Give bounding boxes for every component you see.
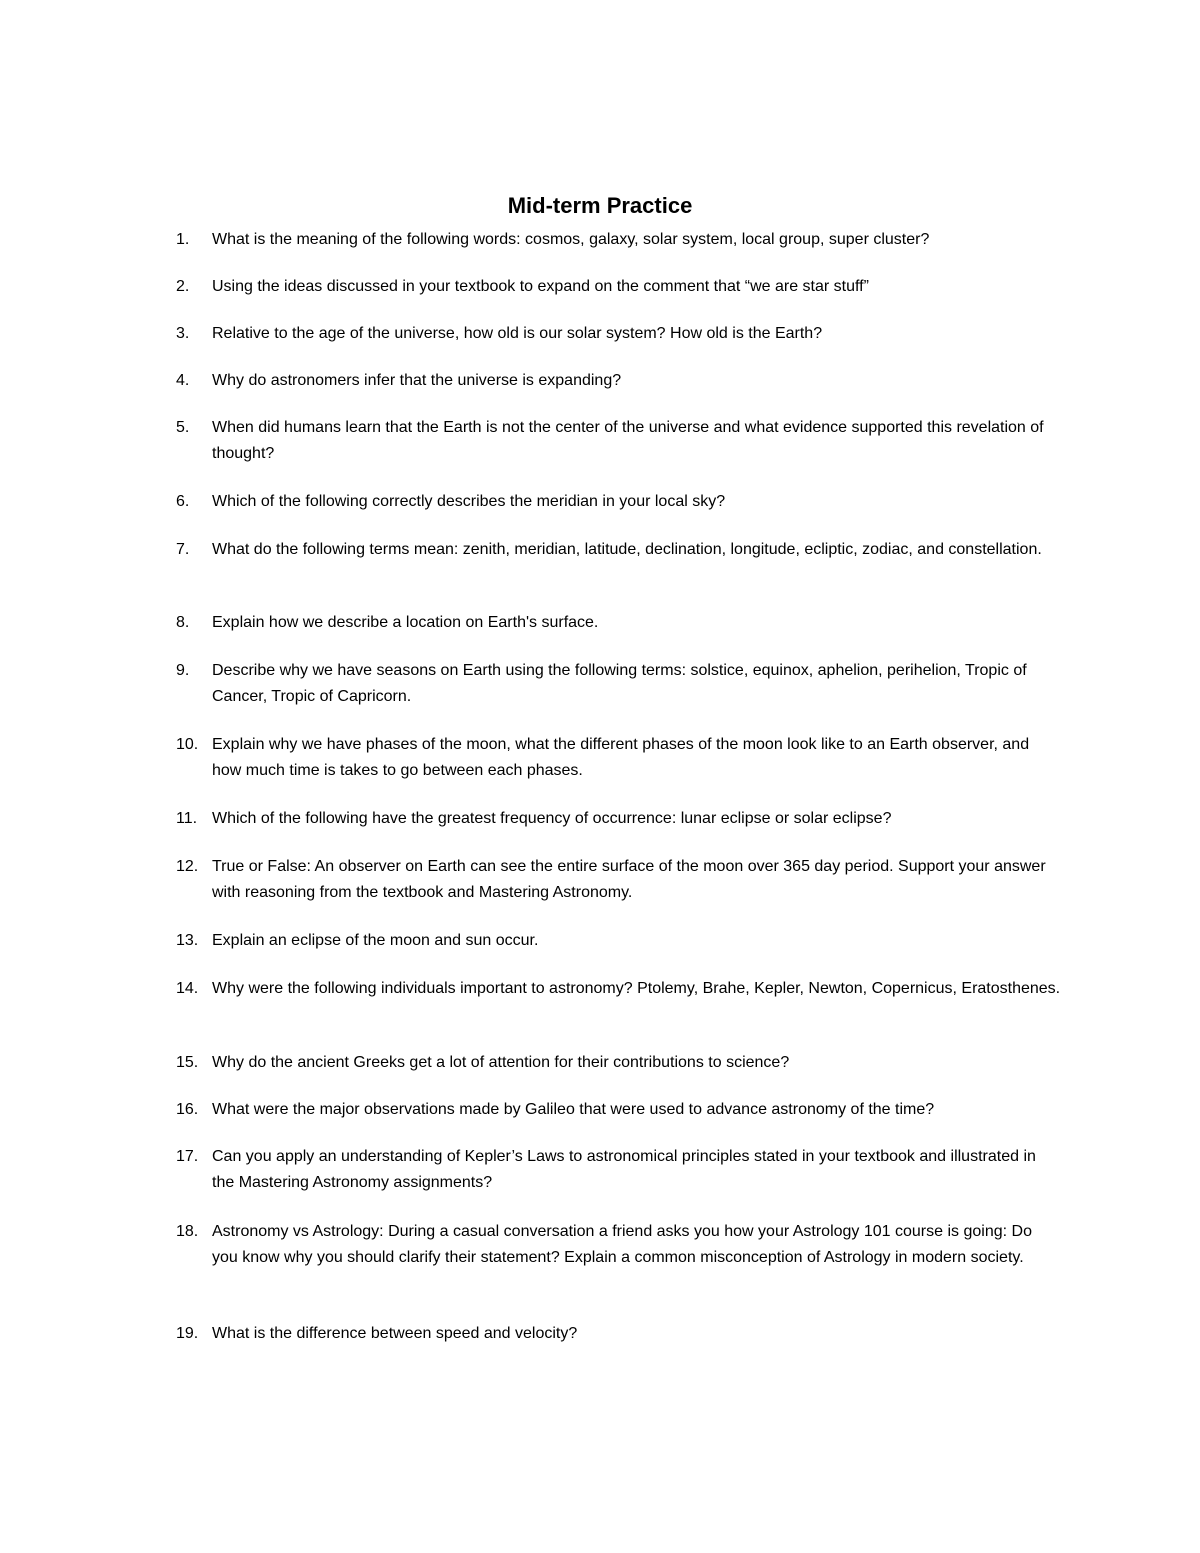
question-text: What do the following terms mean: zenith, meridian, latitude, declination, longitude, ecliptic, zodiac, and constellation. bbox=[212, 541, 1042, 558]
question-number: 4. bbox=[176, 372, 190, 389]
question-number: 11. bbox=[176, 810, 198, 827]
question-text: Using the ideas discussed in your textbook to expand on the comment that “we are star stuff” bbox=[212, 278, 869, 295]
question-text: What is the meaning of the following words: cosmos, galaxy, solar system, local group, super cluster? bbox=[212, 231, 930, 248]
question-number: 3. bbox=[176, 325, 190, 342]
question-text: Explain an eclipse of the moon and sun occur. bbox=[212, 932, 539, 949]
question-number: 16. bbox=[176, 1101, 199, 1118]
question-text: True or False: An observer on Earth can see the entire surface of the moon over 365 day period. Support your answer with reasoning from the textbook and Mastering Astronomy. bbox=[212, 858, 1046, 901]
question-text: Explain how we describe a location on Earth's surface. bbox=[212, 614, 599, 631]
question-number: 2. bbox=[176, 278, 190, 295]
question-number: 17. bbox=[176, 1148, 199, 1165]
question-text: Why do the ancient Greeks get a lot of attention for their contributions to science? bbox=[212, 1054, 790, 1071]
question-text: Why were the following individuals important to astronomy? Ptolemy, Brahe, Kepler, Newton, Copernicus, Eratosthenes. bbox=[212, 980, 1061, 997]
question-number: 19. bbox=[176, 1325, 199, 1342]
question-number: 9. bbox=[176, 662, 190, 679]
question-text: Which of the following correctly describes the meridian in your local sky? bbox=[212, 493, 726, 510]
question-text: When did humans learn that the Earth is not the center of the universe and what evidence supported this revelation of thought? bbox=[212, 419, 1044, 462]
question-text: Describe why we have seasons on Earth using the following terms: solstice, equinox, aphelion, perihelion, Tropic of Cancer, Tropic of Capricorn. bbox=[212, 662, 1027, 705]
question-number: 13. bbox=[176, 932, 199, 949]
question-text: Why do astronomers infer that the universe is expanding? bbox=[212, 372, 622, 389]
page-title: Mid-term Practice bbox=[507, 193, 693, 218]
question-number: 15. bbox=[176, 1054, 199, 1071]
question-text: Can you apply an understanding of Kepler’s Laws to astronomical principles stated in your textbook and illustrated in the Mastering Astronomy assignments? bbox=[212, 1148, 1036, 1191]
question-number: 10. bbox=[176, 736, 199, 753]
question-text: What is the difference between speed and velocity? bbox=[212, 1325, 578, 1342]
question-text: Astronomy vs Astrology: During a casual conversation a friend asks you how your Astrology 101 course is going: Do you know why you should clarify their statement? Explain a common misconception of Astrology in modern society. bbox=[212, 1223, 1032, 1266]
question-number: 6. bbox=[176, 493, 190, 510]
question-number: 12. bbox=[176, 858, 199, 875]
question-text: What were the major observations made by Galileo that were used to advance astronomy of the time? bbox=[212, 1101, 935, 1118]
question-number: 14. bbox=[176, 980, 199, 997]
question-number: 7. bbox=[176, 541, 190, 558]
question-number: 1. bbox=[176, 231, 190, 248]
question-text: Which of the following have the greatest frequency of occurrence: lunar eclipse or solar eclipse? bbox=[212, 810, 892, 827]
question-text: Relative to the age of the universe, how old is our solar system? How old is the Earth? bbox=[212, 325, 823, 342]
question-number: 18. bbox=[176, 1223, 199, 1240]
question-number: 8. bbox=[176, 614, 190, 631]
question-number: 5. bbox=[176, 419, 190, 436]
question-text: Explain why we have phases of the moon, what the different phases of the moon look like to an Earth observer, and how much time is takes to go between each phases. bbox=[212, 736, 1030, 779]
